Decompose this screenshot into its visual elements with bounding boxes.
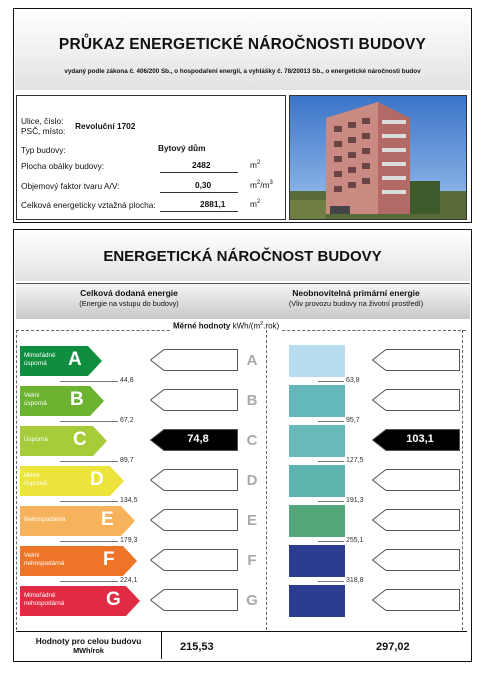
right-empty-pointer (372, 349, 460, 376)
factor-value: 0,30 (195, 180, 212, 190)
class-name-line2: nehospodárná (24, 599, 65, 607)
type-label: Typ budovy: (21, 145, 66, 155)
class-name-line2: úsporná (24, 479, 47, 487)
scale-letter-c: C (246, 432, 258, 449)
primary-energy-bar-g (289, 585, 345, 617)
certificate-title: PRŮKAZ ENERGETICKÉ NÁROČNOSTI BUDOVY (58, 36, 427, 53)
left-empty-pointer (150, 349, 238, 376)
street-label: Ulice, číslo: (21, 116, 64, 126)
class-name (24, 392, 47, 407)
pointer-shape (372, 589, 460, 611)
class-name-line1: Méně (24, 472, 40, 479)
pointer-shape (372, 349, 460, 371)
scale-letter-b: B (246, 392, 258, 409)
building-photo-image (290, 96, 467, 220)
left-total: 215,53 (180, 641, 214, 653)
class-arrow-b (20, 386, 104, 421)
class-name-line1: Nehospodárná (24, 516, 66, 523)
pointer-shape (372, 509, 460, 531)
right-boundary-line (318, 581, 344, 582)
class-letter: A (68, 349, 82, 370)
scale-letter-a: A (246, 352, 258, 369)
right-class-boundary: 63,8 (346, 377, 360, 384)
class-letter: E (101, 509, 114, 530)
left-column-title: Celková dodaná energie (Energie na vstupu do budovy) (79, 288, 179, 308)
right-boundary-line (318, 421, 344, 422)
class-name-line1: Úsporná (24, 436, 48, 443)
area-label: Plocha obálky budovy: (21, 161, 105, 171)
class-arrow-g (20, 586, 140, 621)
class-name (24, 552, 64, 567)
street-value: Revoluční 1702 (75, 121, 136, 131)
class-name-line1: Mimořádně (24, 352, 56, 359)
pointer-shape (372, 469, 460, 491)
primary-energy-bar-d (289, 465, 345, 497)
pointer-shape (150, 349, 238, 371)
primary-energy-bar-b (289, 385, 345, 417)
footer-label-cell (16, 632, 162, 659)
primary-energy-bar-e (289, 505, 345, 537)
left-empty-pointer (150, 469, 238, 496)
left-class-boundary: 67,2 (120, 417, 134, 424)
certificate-legal-basis: vydaný podle zákona č. 406/200 Sb., o hospodaření energií, a vyhlášky č. 78/20013 Sb., o energetické náročnosti budov (64, 68, 421, 75)
class-name (24, 592, 64, 607)
floor-area-unit: $m^2$ (250, 199, 261, 209)
class-arrow-a (20, 346, 102, 381)
left-empty-pointer (150, 589, 238, 616)
footer-label: Hodnoty pro celou budovu (35, 636, 142, 646)
right-empty-pointer (372, 549, 460, 576)
class-arrow-c (20, 426, 107, 461)
right-empty-pointer (372, 389, 460, 416)
floor-area-label: Celková energeticky vztažná plocha: (21, 200, 156, 210)
floor-area-value: 2881,1 (200, 199, 226, 209)
left-rating-value: 74,8 (187, 433, 209, 445)
left-class-boundary: 89,7 (120, 457, 134, 464)
grid-line-mid (266, 330, 267, 630)
pointer-shape (372, 389, 460, 411)
right-boundary-line (318, 501, 344, 502)
area-underline (160, 172, 238, 173)
factor-label: Objemový faktor tvaru A/V: (21, 181, 120, 191)
left-class-boundary: 179,3 (120, 537, 138, 544)
class-letter: D (90, 469, 104, 490)
area-unit: $m^2$ (250, 160, 261, 170)
right-class-boundary: 191,3 (346, 497, 364, 504)
right-boundary-line (318, 381, 344, 382)
energy-section-title: ENERGETICKÁ NÁROČNOST BUDOVY (103, 248, 382, 265)
scale-letter-f: F (247, 552, 257, 569)
class-name (24, 516, 65, 524)
right-column-title: Neobnovitelná primární energie (Vliv provozu budovy na životní prostředí) (288, 288, 424, 308)
left-boundary-line (60, 381, 118, 382)
grid-line-right (462, 330, 463, 630)
pointer-shape (150, 509, 238, 531)
class-arrow-d (20, 466, 124, 501)
class-name-line1: Velmi (24, 392, 40, 399)
primary-energy-bar-f (289, 545, 345, 577)
floor-underline (160, 211, 238, 212)
left-boundary-line (60, 501, 118, 502)
right-boundary-line (318, 461, 344, 462)
left-boundary-line (60, 581, 118, 582)
psc-label: PSČ, místo: (21, 126, 66, 136)
pointer-shape (150, 589, 238, 611)
factor-underline (160, 192, 238, 193)
footer-unit: MWh/rok (73, 646, 104, 655)
class-name-line1: Mimořádně (24, 592, 56, 599)
class-name-line2: úsporná (24, 399, 47, 407)
class-name-line2: úsporná (24, 359, 47, 367)
right-rating-pointer (372, 429, 460, 456)
class-letter: B (70, 389, 84, 410)
class-name (24, 436, 48, 444)
left-empty-pointer (150, 509, 238, 536)
left-rating-pointer (150, 429, 238, 456)
class-name-line1: Velmi (24, 552, 40, 559)
left-class-boundary: 44,8 (120, 377, 134, 384)
pointer-shape (150, 469, 238, 491)
scale-letter-d: D (246, 472, 258, 489)
class-name (24, 352, 56, 367)
class-arrow-f (20, 546, 137, 581)
pointer-shape (150, 389, 238, 411)
left-empty-pointer (150, 549, 238, 576)
factor-unit: $m^2/m^3$ (250, 180, 273, 190)
area-value: 2482 (192, 160, 211, 170)
type-value: Bytový dům (158, 143, 206, 153)
right-class-boundary: 318,8 (346, 577, 364, 584)
right-class-boundary: 255,1 (346, 537, 364, 544)
right-boundary-line (318, 541, 344, 542)
right-empty-pointer (372, 469, 460, 496)
class-name-line2: nehospodárná (24, 559, 65, 567)
primary-energy-bar-a (289, 345, 345, 377)
left-empty-pointer (150, 389, 238, 416)
class-name (24, 472, 47, 487)
building-photo (289, 95, 467, 220)
left-class-boundary: 224,1 (120, 577, 138, 584)
scale-letter-e: E (246, 512, 257, 529)
specific-values-label: Měrné hodnoty kWh/$(m^2.rok)$ (170, 321, 282, 331)
right-empty-pointer (372, 509, 460, 536)
class-letter: G (106, 589, 121, 610)
left-boundary-line (60, 461, 118, 462)
scale-letter-g: G (246, 592, 258, 609)
right-total: 297,02 (376, 641, 410, 653)
class-letter: F (103, 549, 115, 570)
right-class-boundary: 95,7 (346, 417, 360, 424)
left-boundary-line (60, 541, 118, 542)
pointer-shape (372, 549, 460, 571)
class-arrow-e (20, 506, 135, 541)
left-boundary-line (60, 421, 118, 422)
right-class-boundary: 127,5 (346, 457, 364, 464)
class-letter: C (73, 429, 87, 450)
right-rating-value: 103,1 (406, 433, 434, 445)
left-class-boundary: 134,5 (120, 497, 138, 504)
right-empty-pointer (372, 589, 460, 616)
grid-line-left (16, 330, 17, 630)
pointer-shape (150, 549, 238, 571)
primary-energy-bar-c (289, 425, 345, 457)
